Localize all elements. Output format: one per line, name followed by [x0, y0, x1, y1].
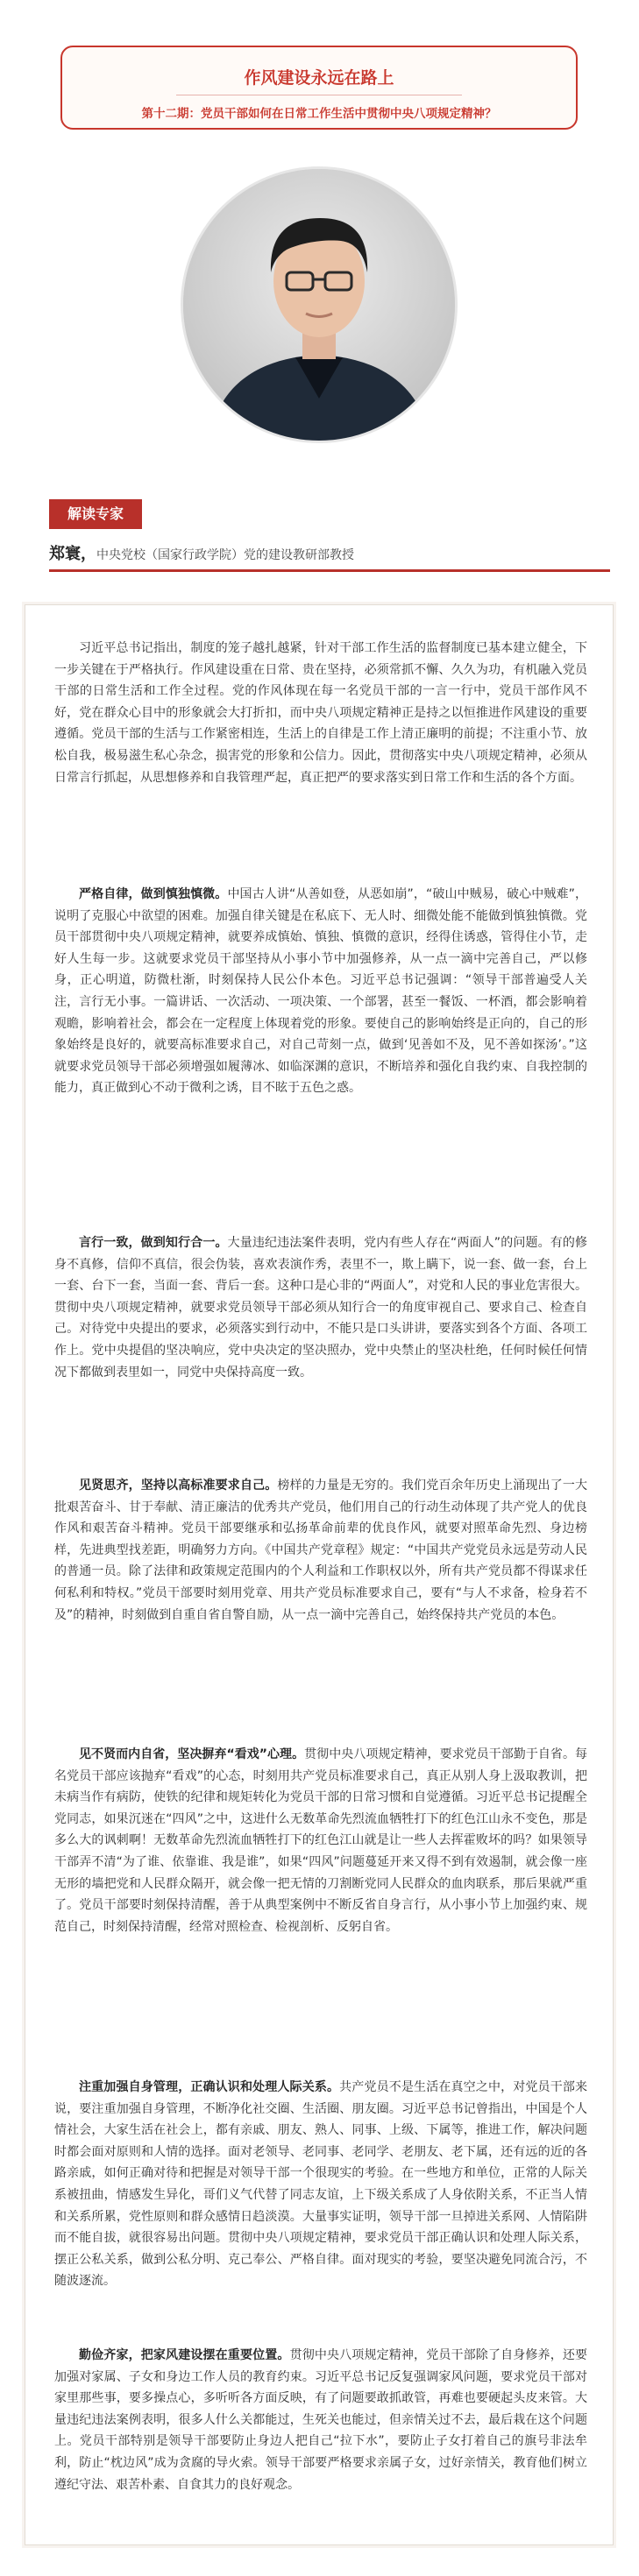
section-body: 大量违纪违法案件表明，党内有些人存在“两面人”的问题。有的修身不真修，信仰不真信，很会伪装，喜欢表演作秀，表里不一，欺上瞒下，说一套、做一套，台上一套、台下一套，当面一套、背后一套。这种口是心非的“两面人”，对党和人民的事业危害很大。贯彻中央八项规定精神，就要求党员领导干部必须从知行合一的角度审视自己、要求自己、检查自己。对待党中央提出的要求，必须落实到行动中，不能只是口头讲讲，要落实到各个方面、各项工作上。党中央提倡的坚决响应，党中央决定的坚决照办，党中央禁止的坚决杜绝，任何时候任何情况下都做到表里如一，同党中央保持高度一致。: [54, 1236, 587, 1380]
section-lead: 见贤思齐，坚持以高标准要求自己。: [79, 1479, 278, 1493]
article-intro: 习近平总书记指出，制度的笼子越扎越紧，针对干部工作生活的监督制度已基本建立健全，下一步关键在于严格执行。作风建设重在日常、贵在坚持，必须常抓不懈、久久为功，有机融入党员干部的日常生活和工作全过程。党的作风体现在每一名党员干部的一言一行中，党员干部作风不好，党在群众心目中的形象就会大打折扣，而中央八项规定精神正是持之以恒推进作风建设的重要遵循。党员干部的生活与工作紧密相连，生活上的自律是工作上清正廉明的前提；不注重小节、放松自我，极易滋生私心杂念，损害党的形象和公信力。因此，贯彻落实中央八项规定精神，必须从日常言行抓起，从思想修养和自我管理严起，真正把严的要求落实到日常工作和生活的各个方面。: [54, 641, 587, 785]
issue-subtitle: 第十二期：党员干部如何在日常工作生活中贯彻中央八项规定精神？: [141, 107, 497, 121]
header-box: [60, 46, 578, 130]
article-section-3: [54, 1475, 587, 1626]
section-lead: 严格自律，做到慎独慎微。: [79, 887, 228, 901]
section-lead: 注重加强自身管理，正确认识和处理人际关系。: [79, 2080, 340, 2094]
section-lead: 言行一致，做到知行合一。: [79, 1236, 228, 1250]
section-body: 中国古人讲“从善如登，从恶如崩”，“破山中贼易，破心中贼难”，说明了克服心中欲望的困难。加强自律关键是在私底下、无人时、细微处能不能做到慎独慎微。党员干部贯彻中央八项规定精神，就要养成慎始、慎独、慎微的意识，经得住诱惑，管得住小节，走好人生每一步。这就要求党员干部坚持从小事小节中加强修养，从一点一滴中完善自己，严以修身，正心明道，防微杜渐，时刻保持人民公仆本色。习近平总书记强调：“领导干部普遍受人关注，言行无小事。一篇讲话、一次活动、一项决策、一个部署，甚至一餐饭、一杯酒，都会影响着观瞻，影响着社会，都会在一定程度上体现着党的形象。要使自己的影响始终是正向的，自己的形象始终是良好的，就要高标准要求自己，对自己苛刻一点，做到‘见善如不及，见不善如探汤’。”这就要求党员领导干部必须增强如履薄冰、如临深渊的意识，不断培养和强化自我约束、自我控制的能力，真正做到心不动于微利之诱，目不眩于五色之惑。: [54, 887, 588, 1096]
section-body: 贯彻中央八项规定精神，党员干部除了自身修养，还要加强对家属、子女和身边工作人员的教育约束。习近平总书记反复强调家风问题，要求党员干部对家里那些事，要多操点心，多听听各方面反映，有了问题要敢抓敢管，再难也要硬起头皮来管。大量违纪违法案例表明，很多人什么关都能过，生死关也能过，但亲情关过不去，最后栽在这个问题上。党员干部特别是领导干部要防止身边人把自己“拉下水”，要防止子女打着自己的旗号非法牟利，防止“枕边风”成为贪腐的导火索。领导干部要严格要求亲属子女，过好亲情关，教育他们树立遵纪守法、艰苦朴素、自食其力的良好观念。: [54, 2348, 588, 2492]
section-lead: 勤俭齐家，把家风建设摆在重要位置。: [79, 2348, 290, 2362]
article-section-1: [54, 884, 587, 1099]
portrait-illustration: [183, 169, 455, 441]
series-title: 作风建设永远在路上: [244, 68, 394, 88]
section-body: 榜样的力量是无穷的。我们党百余年历史上涌现出了一大批艰苦奋斗、甘于奉献、清正廉洁的优秀共产党员，他们用自己的行动生动体现了共产党人的优良作风和艰苦奋斗精神。党员干部要继承和弘扬革命前辈的优良作风，就要对照革命先烈、身边榜样，先进典型找差距，明确努力方向。《中国共产党章程》规定：“中国共产党党员永远是劳动人民的普通一员。除了法律和政策规定范围内的个人利益和工作职权以外，所有共产党员都不得谋求任何私利和特权。”党员干部要时刻用党章、用共产党员标准要求自己，要有“与人不求备，检身若不及”的精神，时刻做到自重自省自警自励，从一点一滴中完善自己，始终保持共产党员的本色。: [54, 1479, 588, 1622]
article-section-5: [54, 2077, 587, 2292]
article-section-4: [54, 1744, 587, 1937]
article-section-2: [54, 1232, 587, 1383]
expert-byline: [49, 541, 610, 564]
article-section-6: [54, 2345, 587, 2495]
expert-tag: 解读专家: [49, 499, 142, 529]
section-divider: [49, 569, 610, 572]
section-body: 贯彻中央八项规定精神，要求党员干部勤于自省。每名党员干部应该抛弃“看戏”的心态，时刻用共产党员标准要求自己，真正从别人身上汲取教训，把未病当作有病防，使铁的纪律和规矩转化为党员干部的日常习惯和自觉遵循。习近平总书记提醒全党同志，如果沉迷在“四风”之中，这进什么无数革命先烈流血牺牲打下的红色江山永不变色，那是多么大的讽刺啊！无数革命先烈流血牺牲打下的红色江山就是让一些人去挥霍败坏的吗？如果领导干部弄不清“为了谁、依靠谁、我是谁”，如果“四风”问题蔓延开来又得不到有效遏制，就会像一座无形的墙把党和人民群众隔开，就会像一把无情的刀割断党同人民群众的血肉联系，那后果就严重了。党员干部要时刻保持清醒，善于从典型案例中不断反省自身言行，从小事小节上加强约束、规范自己，时刻保持清醒，经常对照检查、检视剖析、反躬自省。: [54, 1747, 587, 1934]
expert-portrait: [181, 166, 458, 443]
section-lead: 见不贤而内自省，坚决摒弃“看戏”心理。: [79, 1747, 305, 1761]
expert-name: 郑寰，: [49, 545, 96, 563]
section-body: 共产党员不是生活在真空之中，对党员干部来说，要注重加强自身管理，不断净化社交圈、生活圈、朋友圈。习近平总书记曾指出，中国是个人情社会，大家生活在社会上，都有亲戚、朋友、熟人、同事、上级、下属等，推进工作，解决问题时都会面对原则和人情的选择。面对老领导、老同事、老同学、老朋友、老下属，还有远的近的各路亲戚，如何正确对待和把握是对领导干部一个很现实的考验。在一些地方和单位，正常的人际关系被扭曲，情感发生异化，哥们义气代替了同志友谊，上下级关系成了人身依附关系，不正当人情和关系所累，党性原则和群众感情日趋淡漠。大量事实证明，领导干部一旦掉进关系网、人情陷阱而不能自拔，就很容易出问题。贯彻中央八项规定精神，要求党员干部正确认识和处理人际关系，摆正公私关系，做到公私分明、克己奉公、严格自律。面对现实的考验，要坚决避免同流合污，不随波逐流。: [54, 2080, 588, 2289]
expert-title: 中央党校（国家行政学院）党的建设教研部教授: [96, 548, 354, 562]
